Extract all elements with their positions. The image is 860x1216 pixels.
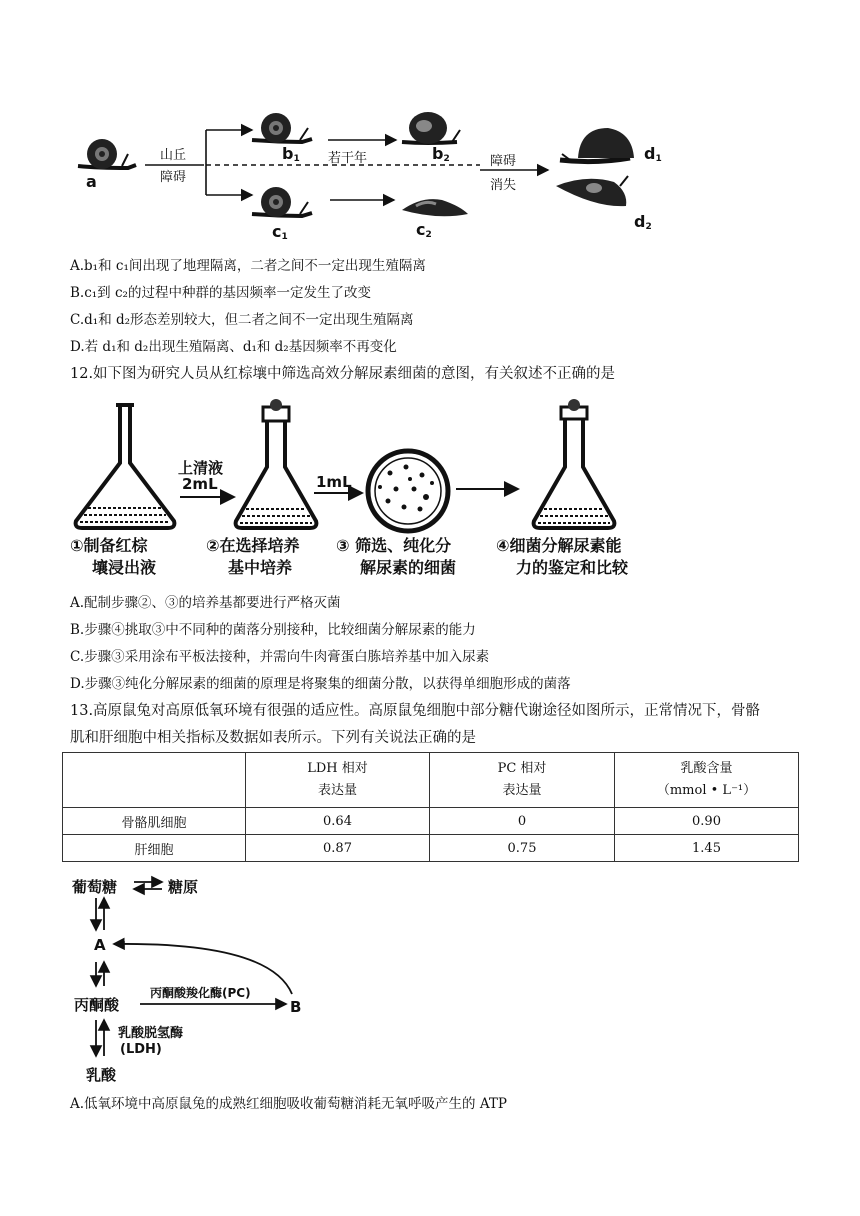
label-barrier-bottom: 障碍	[160, 170, 187, 185]
q12-figure	[70, 393, 670, 581]
label-b1: $b_1$	[282, 144, 300, 164]
q11-option-a: A.b₁和 c₁间出现了地理隔离，二者之间不一定出现生殖隔离	[70, 258, 426, 274]
step-3-line2: 解尿素的细菌	[360, 558, 457, 577]
table-cell: 肝细胞	[63, 835, 246, 862]
label-a: A	[94, 936, 106, 954]
table-cell: 骨骼肌细胞	[63, 808, 246, 835]
table-cell: 0.87	[246, 835, 430, 862]
q11-option-c: C.d₁和 d₂形态差别较大，但二者之间不一定出现生殖隔离	[70, 312, 414, 328]
table-row	[63, 835, 799, 862]
flask-2-icon	[236, 399, 317, 528]
q11-option-d: D.若 d₁和 d₂出现生殖隔离、d₁和 d₂基因频率不再变化	[70, 339, 397, 355]
label-barrier-top: 山丘	[160, 148, 187, 163]
table-header-cell: PC 相对 表达量	[430, 753, 615, 808]
label-pc-enzyme: 丙酮酸羧化酶(PC)	[150, 986, 251, 1000]
q12-stem: 12.如下图为研究人员从红棕壤中筛选高效分解尿素细菌的意图，有关叙述不正确的是	[70, 366, 616, 382]
metabolism-diagram-arrows	[70, 872, 330, 1092]
snail-a-icon	[78, 139, 136, 169]
step-1-line1: ①制备红棕	[70, 536, 148, 555]
q12-option-b: B.步骤④挑取③中不同种的菌落分别接种，比较细菌分解尿素的能力	[70, 622, 476, 638]
table-cell: 0	[430, 808, 615, 835]
label-ldh-name: 乳酸脱氢酶	[118, 1026, 184, 1041]
flask-1-icon	[76, 405, 175, 528]
snail-c2-icon	[402, 199, 468, 216]
table-cell: 0.64	[246, 808, 430, 835]
label-b: B	[290, 998, 302, 1016]
q11-option-b: B.c₁到 c₂的过程中种群的基因频率一定发生了改变	[70, 285, 371, 301]
table-header-cell: 乳酸含量 （mmol • L⁻¹）	[615, 753, 799, 808]
q13-option-a: A.低氧环境中高原鼠兔的成熟红细胞吸收葡萄糖消耗无氧呼吸产生的 ATP	[70, 1096, 507, 1112]
label-b2: $b_2$	[432, 144, 450, 164]
snail-b1-icon	[252, 113, 312, 143]
label-1ml: 1mL	[316, 473, 352, 491]
step-4-line1: ④细菌分解尿素能	[496, 536, 622, 555]
step-3-line1: ③ 筛选、纯化分	[336, 536, 452, 555]
q13-stem-line2: 肌和肝细胞中相关指标及数据如表所示。下列有关说法正确的是	[70, 730, 476, 746]
q13-data-table	[62, 752, 799, 862]
q12-option-a: A.配制步骤②、③的培养基都要进行严格灭菌	[70, 595, 341, 611]
snail-d2-icon	[556, 176, 628, 206]
petri-dish-icon	[368, 451, 448, 531]
label-lactate: 乳酸	[86, 1066, 117, 1084]
metabolism-diagram	[70, 872, 330, 1092]
step-2-line1: ②在选择培养	[206, 536, 300, 555]
table-header-cell: LDH 相对 表达量	[246, 753, 430, 808]
q13-stem-line1: 13.高原鼠兔对高原低氧环境有很强的适应性。高原鼠兔细胞中部分糖代谢途径如图所示，正常情况下，骨骼	[70, 703, 761, 719]
table-cell: 1.45	[615, 835, 799, 862]
label-a: a	[86, 172, 97, 191]
step-2-line2: 基中培养	[228, 558, 293, 577]
snail-c1-icon	[252, 187, 312, 217]
label-pyruvate: 丙酮酸	[74, 996, 120, 1014]
label-vanish-bottom: 消失	[490, 178, 517, 193]
label-ldh-abbr: (LDH)	[120, 1042, 162, 1057]
label-years: 若干年	[328, 151, 368, 166]
q12-option-c: C.步骤③采用涂布平板法接种，并需向牛肉膏蛋白胨培养基中加入尿素	[70, 649, 490, 665]
label-supernatant: 上清液	[178, 459, 224, 477]
table-cell: 0.90	[615, 808, 799, 835]
label-c2: $c_2$	[416, 220, 432, 240]
label-2ml: 2mL	[182, 475, 218, 493]
label-c1: $c_1$	[272, 222, 288, 242]
table-header-row	[63, 753, 799, 808]
label-glycogen: 糖原	[168, 878, 199, 896]
label-d2: $d_2$	[634, 212, 652, 232]
speciation-figure	[60, 100, 780, 250]
step-4-line2: 力的鉴定和比较	[516, 558, 629, 577]
label-vanish-top: 障碍	[490, 154, 517, 169]
label-d1: $d_1$	[644, 144, 662, 164]
snail-b2-icon	[402, 112, 460, 144]
q12-option-d: D.步骤③纯化分解尿素的细菌的原理是将聚集的细菌分散，以获得单细胞形成的菌落	[70, 676, 571, 692]
table-header-cell	[63, 753, 246, 808]
flask-4-icon	[534, 399, 615, 528]
snail-d1-icon	[560, 128, 634, 162]
table-row	[63, 808, 799, 835]
table-cell: 0.75	[430, 835, 615, 862]
step-1-line2: 壤浸出液	[92, 558, 157, 577]
label-glucose: 葡萄糖	[72, 878, 118, 896]
